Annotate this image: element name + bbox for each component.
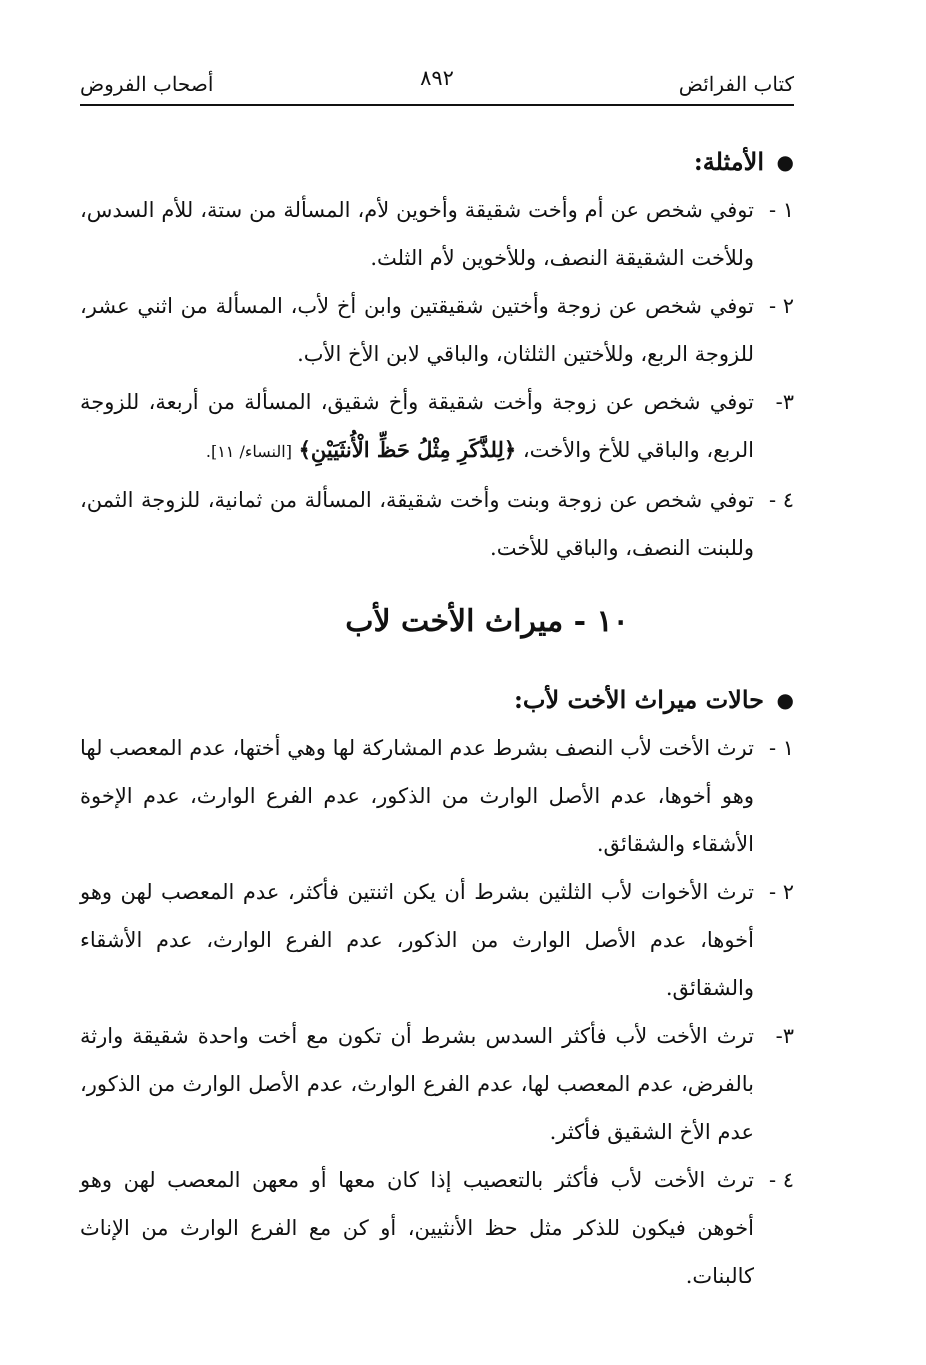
section-title: ١٠ - ميراث الأخت لأب xyxy=(345,604,629,639)
cases-heading-text: حالات ميراث الأخت لأب: xyxy=(514,685,764,714)
page-header xyxy=(80,66,794,106)
book-title: كتاب الفرائض xyxy=(678,72,794,96)
examples-heading-text: الأمثلة: xyxy=(693,147,764,176)
cases-heading xyxy=(80,676,794,724)
case-item-4 xyxy=(80,1156,794,1300)
item-text: ترث الأخوات لأب الثلثين بشرط أن يكن اثنتين فأكثر، عدم المعصب لهن وهو أخوها، عدم الأصل الوارث من الذكور، عدم الفرع الوارث، عدم الأشقاء والشقائق. xyxy=(80,880,754,1000)
examples-heading xyxy=(80,138,794,186)
item-number: ١ - xyxy=(768,736,794,760)
example-item-4 xyxy=(80,476,794,572)
case-item-1 xyxy=(80,724,794,868)
item-number: ٢ - xyxy=(768,294,794,318)
item-text: ترث الأخت لأب فأكثر بالتعصيب إذا كان معها أو معهن المعصب لهن وهو أخوهن فيكون للذكر مثل حظ الأنثيين، أو كن مع الفرع الوارث من الإناث كالبنات. xyxy=(80,1168,754,1288)
page-number: ٨٩٢ xyxy=(420,66,454,90)
item-number: ٢ - xyxy=(768,880,794,904)
item-text: توفي شخص عن أم وأخت شقيقة وأخوين لأم، المسألة من ستة، للأم السدس، وللأخت الشقيقة النصف، وللأخوين لأم الثلث. xyxy=(80,198,754,270)
item-text: ترث الأخت لأب فأكثر السدس بشرط أن تكون مع أخت واحدة شقيقة وارثة بالفرض، عدم المعصب لها، عدم الفرع الوارث، عدم الأصل الوارث من الذكور، عدم الأخ الشقيق فأكثر. xyxy=(80,1024,754,1144)
chapter-title: أصحاب الفروض xyxy=(80,72,214,96)
item-text: توفي شخص عن زوجة وأختين شقيقتين وابن أخ لأب، المسألة من اثني عشر، للزوجة الربع، وللأختين الثلثان، والباقي لابن الأخ الأب. xyxy=(80,294,754,366)
case-item-3 xyxy=(80,1012,794,1156)
item-number: ٣- xyxy=(775,1024,794,1048)
bullet-icon: ● xyxy=(776,150,794,174)
example-item-1 xyxy=(80,186,794,282)
item-number: ٤ - xyxy=(768,488,794,512)
item-text-wrap xyxy=(80,378,754,476)
item-text: توفي شخص عن زوجة وبنت وأخت شقيقة، المسألة من ثمانية، للزوجة الثمن، وللبنت النصف، والباقي للأخت. xyxy=(80,488,754,560)
item-number: ٣- xyxy=(775,390,794,414)
item-number: ٤ - xyxy=(768,1168,794,1192)
bullet-icon: ● xyxy=(776,688,794,712)
verse-reference: [النساء/ ١١]. xyxy=(205,442,292,461)
item-number: ١ - xyxy=(768,198,794,222)
header-rule xyxy=(80,104,794,106)
example-item-3 xyxy=(80,378,794,476)
quran-verse: ﴿لِلذَّكَرِ مِثْلُ حَظِّ الْأُنثَيَيْنِ﴾ xyxy=(298,437,517,462)
page-body xyxy=(80,138,794,1300)
item-text: ترث الأخت لأب النصف بشرط عدم المشاركة لها وهي أختها، عدم المعصب لها وهو أخوها، عدم الأصل الوارث من الذكور، عدم الفرع الوارث، عدم الإخوة الأشقاء والشقائق. xyxy=(80,736,754,856)
item-text: توفي شخص عن زوجة وأخت شقيقة وأخ شقيق، المسألة من أربعة، للزوجة الربع، والباقي للأخ والأخت، xyxy=(80,390,754,462)
case-item-2 xyxy=(80,868,794,1012)
example-item-2 xyxy=(80,282,794,378)
